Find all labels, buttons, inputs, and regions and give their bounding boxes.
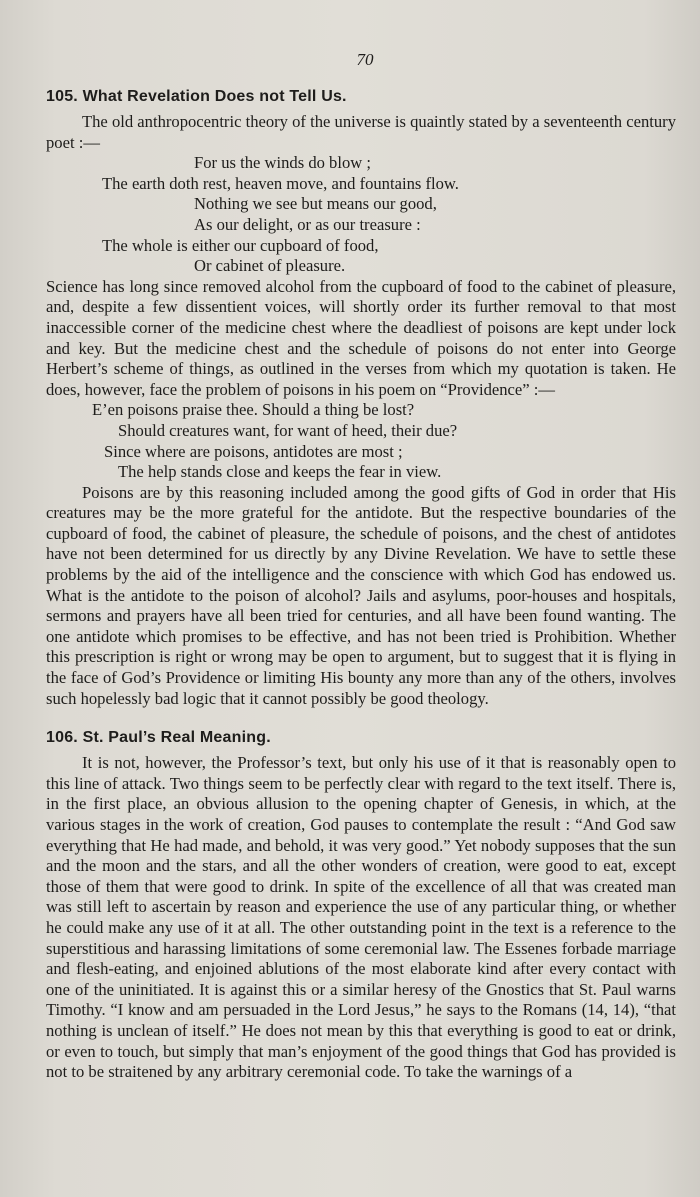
verse-line: The help stands close and keeps the fear in view. xyxy=(118,462,442,482)
verse-line: E’en poisons praise thee. Should a thing be lost? xyxy=(92,400,415,420)
page-number: 70 xyxy=(356,50,374,69)
section-spacer xyxy=(46,709,676,729)
verse-line: Since where are poisons, antidotes are most ; xyxy=(104,441,403,461)
verse-line: Nothing we see but means our good, xyxy=(194,194,437,214)
section-heading-105: 105. What Revelation Does not Tell Us. xyxy=(46,88,347,105)
verse-line: Or cabinet of pleasure. xyxy=(194,256,346,276)
section-105-paragraph-1: Science has long since removed alcohol from the cupboard of food to the cabinet of pleasure, and, despite a few dissentient voices, will shortly order its further removal to that most inaccessible corner of the medicine chest where the deadliest of poisons are kept under lock and key. But the medicine chest and the schedule of poisons do not enter into George Herbert’s scheme of things, as outlined in the verses from which my quotation is taken. He does, however, face the problem of poisons in his poem on “Providence” :— xyxy=(46,276,676,399)
poem-quotation-herbert xyxy=(46,153,676,277)
poem-quotation-providence xyxy=(46,400,676,482)
verse-line: As our delight, or as our treasure : xyxy=(194,214,421,234)
verse-line: Should creatures want, for want of heed, their due? xyxy=(118,420,458,440)
verse-line: The earth doth rest, heaven move, and fountains flow. xyxy=(102,173,459,193)
section-105-paragraph-2: Poisons are by this reasoning included among the good gifts of God in order that His creatures may be the more grateful for the antidote. But the respective boundaries of the cupboard of food, the cabinet of pleasure, the schedule of poisons, and the chest of antidotes have not been determined for us directly by any Divine Revelation. We have to settle these problems by the aid of the intelligence and the conscience with which God has endowed us. What is the antidote to the poison of alcohol? Jails and asylums, poor-houses and hospitals, sermons and prayers have all been tried for centuries, and all have been found wanting. The one antidote which promises to be effective, and has not been tried is Prohibition. Whether this prescription is right or wrong may be open to argument, but to suggest that it is flying in the face of God’s Providence or limiting His bounty any more than any of the others, involves such hopelessly bad logic that it cannot possibly be good theology. xyxy=(46,482,676,708)
section-heading-106: 106. St. Paul’s Real Meaning. xyxy=(46,729,271,747)
section-106-paragraph-1: It is not, however, the Professor’s text, but only his use of it that is reasonably open to this line of attack. Two things seem to be perfectly clear with regard to the text itself. There is, in the first place, an obvious allusion to the opening chapter of Genesis, in which, at the various stages in the work of creation, God pauses to contemplate the result : “And God saw everything that He had made, and behold, it was very good.” Yet nobody supposes that the sun and the moon and the stars, and all the other wonders of creation, were good to eat, except those of them that were good to drink. In spite of the excellence of all that was created man was still left to ascertain by reason and experience the use of any particular thing, or whether he could make any use of it at all. The other outstanding point in the text is a reference to the superstitious and harassing limitations of some ceremonial law. The Essenes forbade marriage and flesh-eating, and enjoined ablutions of the most elaborate kind after every contact with one of the uninitiated. It is against this or a similar heresy of the Gnostics that St. Paul warns Timothy. “I know and am persuaded in the Lord Jesus,” he says to the Romans (14, 14), “that nothing is unclean of itself.” He does not mean by this that everything is good to eat or drink, or even to touch, but simply that man’s enjoyment of the good things that God has provided is not to be straitened by any arbitrary ceremonial code. To take the warnings of a xyxy=(46,753,676,1082)
verse-line: The whole is either our cupboard of food, xyxy=(102,235,379,255)
verse-line: For us the winds do blow ; xyxy=(194,153,372,173)
section-105-intro: The old anthropocentric theory of the universe is quaintly stated by a seventeenth century poet :— xyxy=(46,112,676,152)
